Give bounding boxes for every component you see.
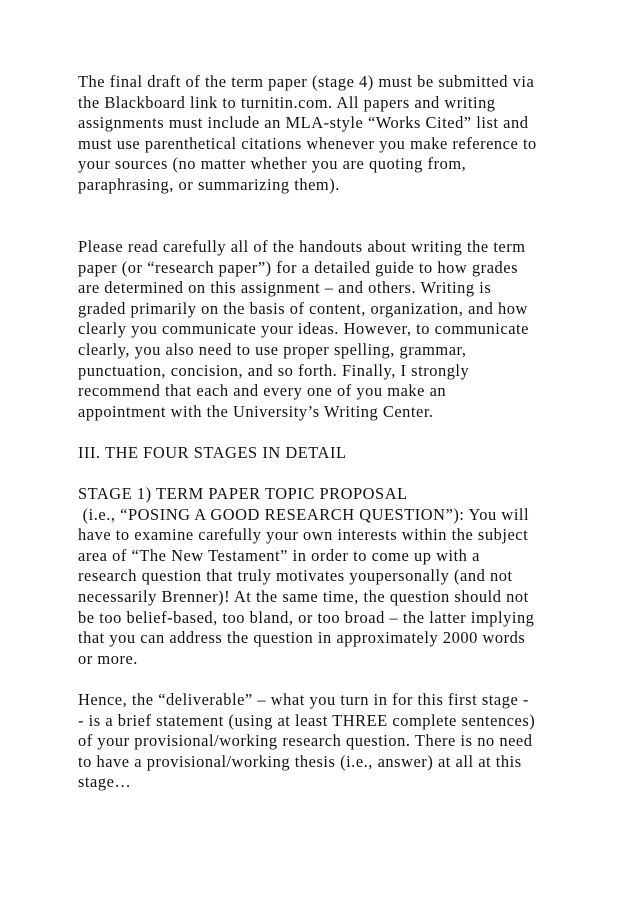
text-line: paraphrasing, or summarizing them). [78,174,340,194]
text-line: clearly you communicate your ideas. However, to communicate [78,319,529,339]
text-line: punctuation, concision, and so forth. Finally, I strongly [78,360,470,380]
stage-title: STAGE 1) TERM PAPER TOPIC PROPOSAL [78,484,408,503]
text-line: must use parenthetical citations whenever you make reference to [78,133,537,153]
text-line: research question that truly motivates youpersonally (and not [78,566,513,586]
text-line: The final draft of the term paper (stage 4) must be submitted via [78,72,535,91]
text-line: stage… [78,772,132,792]
text-line: or more. [78,648,138,668]
text-line: the Blackboard link to turnitin.com. All papers and writing [78,92,496,112]
text-line: paper (or “research paper”) for a detailed guide to how grades [78,257,519,277]
paragraph-deliverable [78,690,578,793]
text-line: appointment with the University’s Writing Center. [78,401,434,421]
text-line: graded primarily on the basis of content, organization, and how [78,298,528,318]
text-line: (i.e., “POSING A GOOD RESEARCH QUESTION”): You will [78,504,530,524]
paragraph-stage-1 [78,484,578,669]
text-line: to have a provisional/working thesis (i.e., answer) at all at this [78,751,522,771]
text-line: that you can address the question in approximately 2000 words [78,628,526,648]
text-line: have to examine carefully your own interests within the subject [78,525,529,545]
text-line: of your provisional/working research question. There is no need [78,731,533,751]
text-line: clearly, you also need to use proper spelling, grammar, [78,339,467,359]
paragraph-submission [78,72,578,196]
text-line: recommend that each and every one of you make an [78,381,447,401]
text-line: your sources (no matter whether you are quoting from, [78,154,467,174]
text-line: Please read carefully all of the handouts about writing the term [78,237,526,256]
text-line: Hence, the “deliverable” – what you turn in for this first stage - [78,690,529,709]
text-line: area of “The New Testament” in order to come up with a [78,545,480,565]
section-heading [78,443,578,464]
text-line: necessarily Brenner)! At the same time, the question should not [78,586,529,606]
text-line: - is a brief statement (using at least THREE complete sentences) [78,710,536,730]
text-line: are determined on this assignment – and others. Writing is [78,278,492,298]
text-line: be too belief-based, too bland, or too broad – the latter implying [78,607,535,627]
heading-text: III. THE FOUR STAGES IN DETAIL [78,443,347,462]
paragraph-handouts [78,237,578,422]
text-line: assignments must include an MLA-style “Works Cited” list and [78,113,529,133]
